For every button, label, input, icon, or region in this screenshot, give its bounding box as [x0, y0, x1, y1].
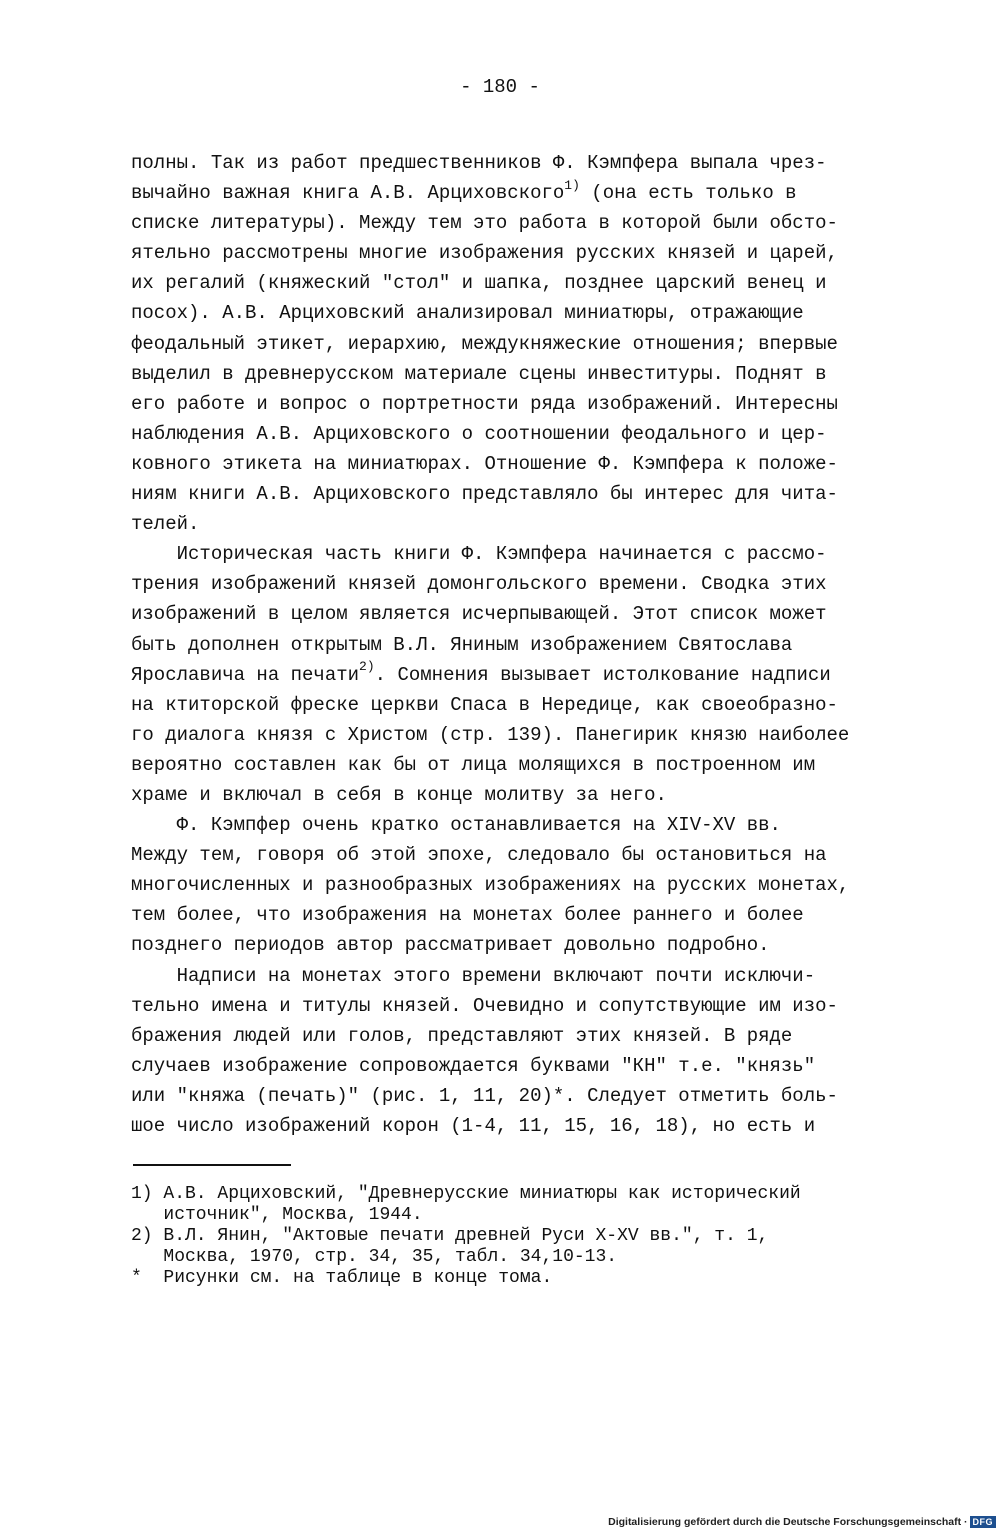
body-line: храме и включал в себя в конце молитву за него.	[131, 783, 667, 806]
body-line: феодальный этикет, иерархию, междукняжеские отношения; впервые	[131, 332, 838, 355]
body-line: шое число изображений корон (1-4, 11, 15, 16, 18), но есть и	[131, 1115, 816, 1137]
body-line: их регалий (княжеский "стол" и шапка, позднее царский венец и	[131, 272, 827, 295]
body-line: случаев изображение сопровождается буквами "КН" т.е. "князь"	[131, 1054, 816, 1077]
footnote-line: * Рисунки см. на таблице в конце тома.	[131, 1268, 553, 1288]
body-line: на ктиторской фреске церкви Спаса в Нередице, как своеобразно-	[131, 693, 838, 716]
body-line: Ф. Кэмпфер очень кратко останавливается на XIV-XV вв.	[131, 814, 781, 837]
body-line: ятельно рассмотрены многие изображения русских князей и царей,	[131, 242, 838, 265]
footnote-ref: 1)	[564, 177, 580, 193]
body-line: или "княжа (печать)" (рис. 1, 11, 20)*. Следует отметить боль-	[131, 1084, 838, 1107]
body-line: посох). А.В. Арциховский анализировал миниатюры, отражающие	[131, 302, 804, 325]
body-line: бражения людей или голов, представляют этих князей. В ряде	[131, 1024, 793, 1047]
body-line: Ярославича на печати$^{2)}$. Сомнения вызывает истолкование надписи	[131, 659, 831, 686]
footnote-divider	[133, 1164, 291, 1166]
body-line: Историческая часть книги Ф. Кэмпфера начинается с рассмо-	[131, 543, 827, 566]
body-line: го диалога князя с Христом (стр. 139). Панегирик князю наиболее	[131, 723, 850, 746]
body-line: ковного этикета на миниатюрах. Отношение Ф. Кэмпфера к положе-	[131, 452, 838, 475]
body-line: наблюдения А.В. Арциховского о соотношении феодального и цер-	[131, 422, 827, 445]
dfg-logo: DFG	[970, 1516, 997, 1528]
watermark-text: Digitalisierung gefördert durch die Deutsche Forschungsgemeinschaft ·	[608, 1516, 968, 1528]
body-line: полны. Так из работ предшественников Ф. Кэмпфера выпала чрез-	[131, 152, 827, 174]
body-line: тем более, что изображения на монетах более раннего и более	[131, 904, 804, 927]
body-line: позднего периодов автор рассматривает довольно подробно.	[131, 934, 770, 957]
body-line: трения изображений князей домонгольского времени. Сводка этих	[131, 573, 827, 596]
footnote-line: 2) В.Л. Янин, "Актовые печати древней Руси X-XV вв.", т. 1,	[131, 1226, 769, 1246]
footnotes	[131, 1184, 931, 1289]
body-line: многочисленных и разнообразных изображениях на русских монетах,	[131, 874, 850, 897]
body-line: выделил в древнерусском материале сцены инвеституры. Поднят в	[131, 362, 827, 385]
body-line: вероятно составлен как бы от лица молящихся в построенном им	[131, 753, 816, 776]
footnote-line: 1) А.В. Арциховский, "Древнерусские миниатюры как исторический	[131, 1184, 801, 1204]
dfg-watermark	[608, 1516, 996, 1528]
body-line: изображений в целом является исчерпывающей. Этот список может	[131, 603, 827, 626]
footnote-ref: 2)	[359, 659, 375, 675]
body-line: телей.	[131, 513, 200, 536]
footnote-line: Москва, 1970, стр. 34, 35, табл. 34,10-13.	[131, 1247, 618, 1267]
body-line: тельно имена и титулы князей. Очевидно и сопутствующие им изо-	[131, 994, 838, 1017]
body-line: Надписи на монетах этого времени включают почти исключи-	[131, 964, 816, 987]
body-line: быть дополнен открытым В.Л. Яниным изображением Святослава	[131, 633, 793, 656]
body-line: списке литературы). Между тем это работа в которой были обсто-	[131, 212, 838, 235]
body-line: Между тем, говоря об этой эпохе, следовало бы остановиться на	[131, 844, 827, 867]
body-line: его работе и вопрос о портретности ряда изображений. Интересны	[131, 392, 838, 415]
page-number: - 180 -	[460, 76, 540, 98]
body-line: вычайно важная книга А.В. Арциховского$^{1)}$ (она есть только в	[131, 177, 797, 205]
footnote-line: источник", Москва, 1944.	[131, 1205, 423, 1225]
body-text	[131, 148, 901, 1141]
body-line: ниям книги А.В. Арциховского представляло бы интерес для чита-	[131, 483, 838, 506]
